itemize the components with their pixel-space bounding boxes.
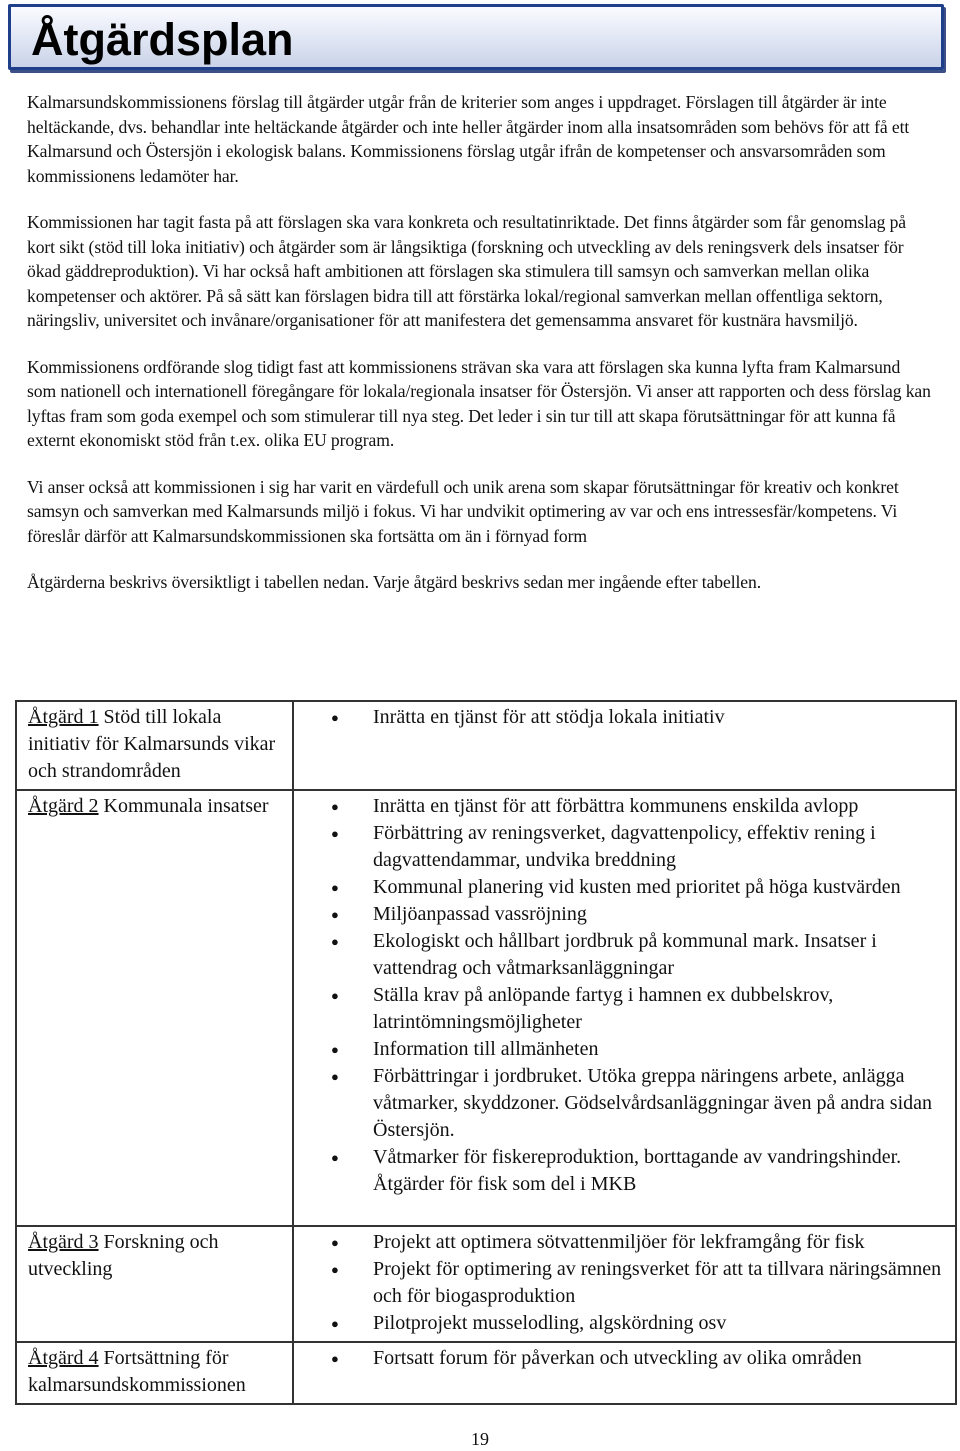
measure-items-cell <box>293 1342 956 1404</box>
paragraph: Kommissionen har tagit fasta på att förslagen ska vara konkreta och resultatinriktade. Det finns åtgärder som får genomslag på kort sikt (stöd till loka initiativ) och åtgärder som är långsiktiga (forskning och utveckling av dels reningsverk dels insatser för ökad gäddreproduktion). Vi har också haft ambitionen att förslagen ska stimulera till samsyn och samverkan mellan olika kompetenser och aktörer. På så sätt kan förslagen bidra till att förstärka lokal/regional samverkan mellan offentliga sektorn, näringsliv, universitet och invånare/organisationer för att manifestera det gemensamma ansvaret för kustnära havsmiljö. <box>27 212 907 330</box>
page-title: Åtgärdsplan <box>31 14 294 65</box>
measures-table <box>15 700 957 1405</box>
measure-title-cell <box>16 1226 293 1342</box>
measure-items-cell <box>293 701 956 790</box>
table-row <box>16 701 956 790</box>
measure-name: Fortsättning för kalmarsundskommissionen <box>28 1347 246 1396</box>
list-item: ● Ekologiskt och hållbart jordbruk på kommunal mark. Insatser i vattendrag och våtmarksanläggningar <box>305 928 945 982</box>
list-item: ● Information till allmänheten <box>305 1036 945 1063</box>
title-banner <box>8 4 944 70</box>
paragraph: Kalmarsundskommissionens förslag till åtgärder utgår från de kriterier som anges i uppdraget. Förslagen till åtgärder är inte heltäckande, dvs. behandlar inte heltäckande åtgärder och inte heller åtgärder inom alla insatsområden som behövs för att få ett Kalmarsund och Östersjön i ekologisk balans. Kommissionens förslag utgår ifrån de kompetenser och ansvarsområden som kommissionens ledamöter har. <box>27 92 910 186</box>
measure-name: Forskning och utveckling <box>28 1231 219 1280</box>
measure-title-cell <box>16 1342 293 1404</box>
page-number: 19 <box>471 1429 489 1449</box>
table-row <box>16 1226 956 1342</box>
list-item: ● Inrätta en tjänst för att förbättra kommunens enskilda avlopp <box>305 793 945 820</box>
body-text <box>27 90 933 617</box>
list-item: ● Fortsatt forum för påverkan och utveckling av olika områden <box>305 1345 945 1372</box>
list-item: ● Förbättringar i jordbruket. Utöka greppa näringens arbete, anlägga våtmarker, skyddzoner. Gödselvårdsanläggningar även på andra sidan Östersjön. <box>305 1063 945 1144</box>
measure-number: Åtgärd 4 <box>28 1347 99 1369</box>
list-item: ● Pilotprojekt musselodling, algskördning osv <box>305 1310 945 1337</box>
paragraph: Åtgärderna beskrivs översiktligt i tabellen nedan. Varje åtgärd beskrivs sedan mer ingående efter tabellen. <box>27 572 761 592</box>
list-item: ● Förbättring av reningsverket, dagvattenpolicy, effektiv rening i dagvattendammar, undvika breddning <box>305 820 945 874</box>
measure-items-cell <box>293 1226 956 1342</box>
measure-number: Åtgärd 2 <box>28 795 99 817</box>
list-item: ● Miljöanpassad vassröjning <box>305 901 945 928</box>
list-item: ● Ställa krav på anlöpande fartyg i hamnen ex dubbelskrov, latrintömningsmöjligheter <box>305 982 945 1036</box>
measure-name: Kommunala insatser <box>103 795 269 817</box>
list-item: ● Projekt att optimera sötvattenmiljöer för lekframgång för fisk <box>305 1229 945 1256</box>
measure-title-cell <box>16 790 293 1226</box>
measure-title-cell <box>16 701 293 790</box>
paragraph: Vi anser också att kommissionen i sig har varit en värdefull och unik arena som skapar förutsättningar för kreativ och konkret samsyn och samverkan med Kalmarsunds miljö i fokus. Vi har undvikit optimering av var och ens intressesfär/kompetens. Vi föreslår därför att Kalmarsundskommissionen ska fortsätta om än i förnyad form <box>27 476 899 546</box>
measure-number: Åtgärd 1 <box>28 706 99 728</box>
list-item: ● Inrätta en tjänst för att stödja lokala initiativ <box>305 704 945 731</box>
table-row <box>16 790 956 1226</box>
table-row <box>16 1342 956 1404</box>
list-item: ● Våtmarker för fiskereproduktion, borttagande av vandringshinder. Åtgärder för fisk som del i MKB <box>305 1144 945 1198</box>
measure-name: Stöd till lokala initiativ för Kalmarsunds vikar och strandområden <box>28 706 276 782</box>
list-item: ● Projekt för optimering av reningsverket för att ta tillvara näringsämnen och för biogasproduktion <box>305 1256 945 1310</box>
measure-items-cell <box>293 790 956 1226</box>
list-item: ● Kommunal planering vid kusten med prioritet på höga kustvärden <box>305 874 945 901</box>
paragraph: Kommissionens ordförande slog tidigt fast att kommissionens strävan ska vara att förslagen ska kunna lyfta fram Kalmarsund som nationell och internationell föregångare för lokala/regionala insatser för Östersjön. Vi anser att rapporten och dess förslag kan lyftas fram som goda exempel och som stimulerar till nya steg. Det leder i sin tur till att skapa förutsättningar för att kunna få externt ekonomiskt stöd från t.ex. olika EU program. <box>27 356 931 450</box>
measure-number: Åtgärd 3 <box>28 1231 99 1253</box>
